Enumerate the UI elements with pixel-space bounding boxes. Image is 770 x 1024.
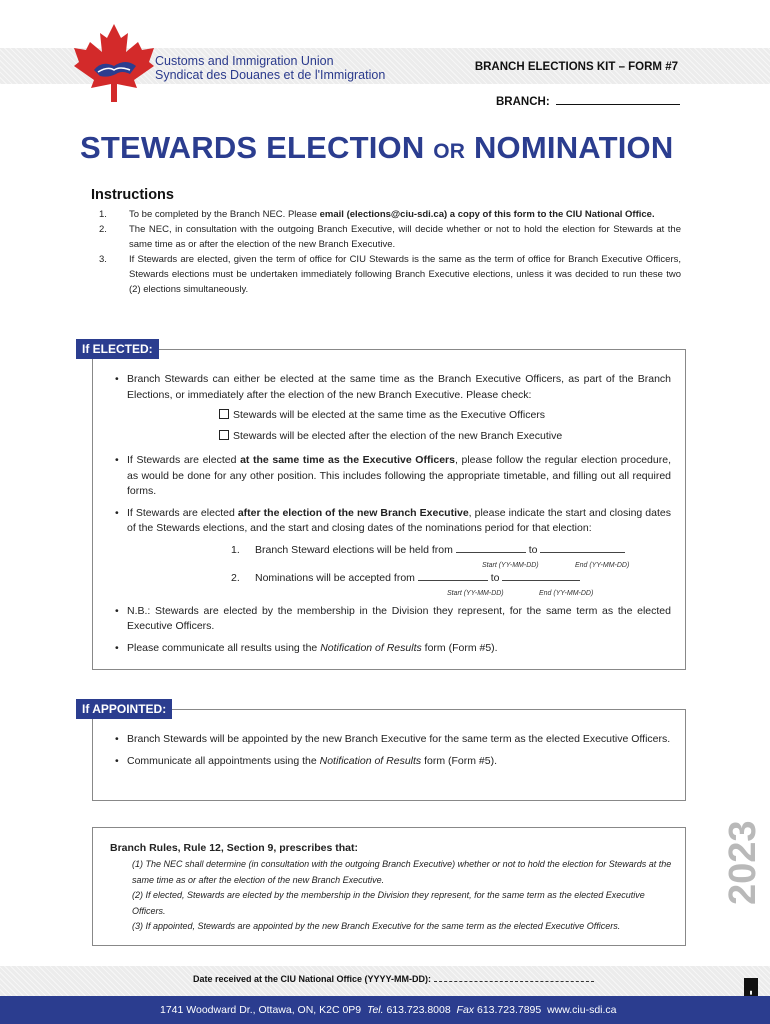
nomination-dates-row: 2. Nominations will be accepted from to [127, 571, 671, 586]
divider [170, 349, 685, 350]
appointed-list [115, 732, 671, 775]
footer [0, 996, 770, 1024]
footer-fax: 613.723.7895 [476, 1004, 542, 1016]
branch-label: BRANCH: [496, 96, 550, 108]
instructions-heading: Instructions [91, 187, 174, 203]
list-item: • Communicate all appointments using the Notification of Results form (Form #5). [115, 754, 671, 770]
footer-tel: 613.723.8008 [386, 1004, 451, 1016]
footer-contact: 1741 Woodward Dr., Ottawa, ON, K2C 0P9 Tel. 613.723.8008 Fax 613.723.7895 www.ciu-sdi.ca [160, 1004, 617, 1016]
rule-3: (3) If appointed, Stewards are appointed by the new Branch Executive for the same term as the elected Executive Officers. [132, 921, 621, 931]
list-item: • If Stewards are elected at the same time as the Executive Officers, please follow the regular election procedure, as would be done for any other position. This includes following the appropriate timetable, and filling out all required forms. [115, 453, 671, 500]
list-item: 1. To be completed by the Branch NEC. Please email (elections@ciu-sdi.ca) a copy of this form to the CIU National Office. [99, 209, 655, 220]
checkbox-after-election[interactable] [219, 430, 229, 440]
branch-field [496, 94, 680, 108]
rules-text [132, 857, 672, 935]
form-kit-label: BRANCH ELECTIONS KIT – FORM #7 [474, 61, 678, 73]
list-item: • If Stewards are elected after the election of the new Branch Executive, please indicate the start and closing dates of the Stewards elections, and the start and closing dates of the nominations period for that election: 1. Branch Steward elections will be held from to Start (YY-MM-DD) End (YY-MM-DD) 2. Nominations will be accepted from to Start (YY-MM-DD) End (YY-MM-DD) [115, 506, 671, 598]
branch-input-line[interactable] [556, 94, 680, 105]
rule-2: (2) If elected, Stewards are elected by the membership in the Division they represent, for the same term as the elected Executive Officers. [132, 890, 645, 916]
footer-website[interactable]: www.ciu-sdi.ca [547, 1004, 617, 1016]
checkbox-same-time[interactable] [219, 409, 229, 419]
nomination-end-input[interactable] [502, 571, 580, 581]
union-label-badge: ▮ [744, 978, 758, 1008]
election-end-input[interactable] [540, 543, 625, 553]
rules-title: Branch Rules, Rule 12, Section 9, prescribes that: [110, 842, 358, 854]
list-item: 3. If Stewards are elected, given the term of office for CIU Stewards is the same as the term of office for Branch Executive Officers, Stewards elections must be undertaken immediately following Branch Executive elections, unless it was decided to run these two (2) elections simultaneously. [99, 254, 681, 295]
elected-list [115, 372, 671, 662]
year-label: 2023 [722, 820, 764, 905]
footer-address: 1741 Woodward Dr., Ottawa, ON, K2C 0P9 [160, 1004, 362, 1016]
title-or: OR [433, 140, 466, 163]
date-received-field [193, 973, 594, 984]
list-item: • Branch Stewards will be appointed by the new Branch Executive for the same term as the elected Executive Officers. [115, 732, 671, 748]
org-name-en: Customs and Immigration Union [155, 54, 334, 68]
election-start-input[interactable] [456, 543, 526, 553]
list-item: • Branch Stewards can either be elected at the same time as the Branch Executive Officers, as part of the Branch Elections, or immediately after the election of the new Branch Executive. Please check: Stewards will be elected at the same time as the Executive Officers Stewards will be elected after the election of the new Branch Executive [115, 372, 671, 447]
ciu-maple-leaf-logo [72, 22, 156, 102]
list-item: • N.B.: Stewards are elected by the membership in the Division they represent, for the same term as the elected Executive Officers. [115, 604, 671, 635]
date-received-input-line[interactable] [434, 973, 594, 982]
list-item: 2. The NEC, in consultation with the outgoing Branch Executive, will decide whether or not to hold the election for Stewards at the same time as or after the election of the new Branch Executive. [99, 224, 681, 250]
rule-1: (1) The NEC shall determine (in consultation with the outgoing Branch Executive) whether or not to hold the election for Stewards at the same time as or after the election of the new Branch Executive. [132, 859, 672, 885]
election-date-hints: Start (YY-MM-DD) End (YY-MM-DD) [482, 561, 630, 569]
elected-tab: If ELECTED: [76, 339, 159, 359]
nomination-date-hints: Start (YY-MM-DD) End (YY-MM-DD) [447, 589, 594, 597]
org-name-fr: Syndicat des Douanes et de l'Immigration [155, 68, 386, 82]
organization-name [155, 54, 385, 82]
divider [180, 709, 685, 710]
appointed-tab: If APPOINTED: [76, 699, 172, 719]
date-received-label: Date received at the CIU National Office (YYYY-MM-DD): [193, 974, 432, 984]
election-dates-row: 1. Branch Steward elections will be held from to [127, 543, 671, 558]
instructions-list [91, 207, 681, 297]
nomination-start-input[interactable] [418, 571, 488, 581]
list-item: • Please communicate all results using the Notification of Results form (Form #5). [115, 641, 671, 657]
page-title: STEWARDS ELECTION OR NOMINATION [80, 130, 674, 165]
